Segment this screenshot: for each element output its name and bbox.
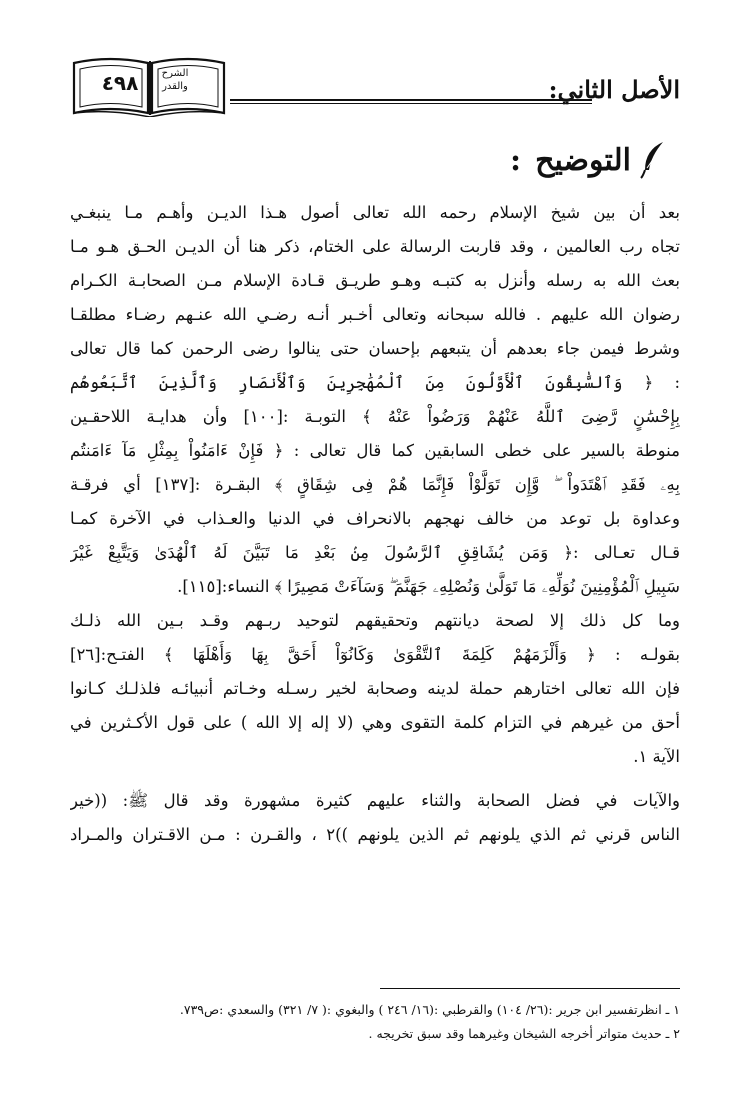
page-header (70, 55, 680, 125)
body-text (70, 196, 680, 852)
section-title: التوضيح (535, 142, 631, 178)
body-line: بقولـه : ﴿ وَأَلْزَمَهُمْ كَلِمَةَ ٱلتَّقْوَىٰ وَكَانُوٓاْ أَحَقَّ بِهَا وَأَهْلَهَا ﴾ الفتـح:[٢٦] (70, 645, 680, 664)
body-line: والآيات في فضل الصحابة والثناء عليهم كثيرة مشهورة وقد قال ﷺ: ((خير (70, 791, 680, 810)
body-line: سَبِيلِ ٱلْمُؤْمِنِينَ نُوَلِّهِۦ مَا تَوَلَّىٰ وَنُصْلِهِۦ جَهَنَّمَ ۖ وَسَآءَتْ مَصِيرًا ﴾ النساء:[١١٥]. (177, 577, 680, 596)
body-line: وعداوة بل توعد من خالف نهجهم بالانحراف في الدنيا والعـذاب في الآخرة كمـا (70, 509, 680, 528)
body-line: الآية ١. (633, 747, 680, 766)
footnote: ٢ ـ حديث متواتر أخرجه الشيخان وغيرهما وقد سبق تخريجه . (368, 1026, 680, 1041)
book-label (152, 67, 198, 93)
body-line: منوطة بالسير على خطى السابقين كما قال تعالى : ﴿ فَإِنْ ءَامَنُواْ بِمِثْلِ مَآ ءَامَنتُم (70, 441, 680, 460)
footnote: ١ ـ انظرتفسير ابن جرير :(٢٦/ ١٠٤) والقرطبي :(١٦/ ٢٤٦ ) والبغوي :( ٧/ ٣٢١) والسعدي :ص٧٣٩. (179, 1002, 680, 1017)
page-number: ٤٩٨ (101, 71, 139, 95)
body-line: الناس قرني ثم الذي يلونهم ثم الذين يلونهم ))٢ ، والقـرن : مـن الاقـتران والمـراد (70, 825, 680, 844)
body-line: : ﴿ وَٱلسَّٰبِقُونَ ٱلْأَوَّلُونَ مِنَ ٱلْمُهَٰجِرِينَ وَٱلْأَنصَارِ وَٱلَّذِينَ ٱتَّبَعُوهُم (70, 373, 680, 392)
body-line: قـال تعـالى :﴿ وَمَن يُشَاقِقِ ٱلرَّسُولَ مِنۢ بَعْدِ مَا تَبَيَّنَ لَهُ ٱلْهُدَىٰ وَيَتَّبِعْ غَيْرَ (70, 543, 680, 562)
body-line: تجاه رب العالمين ، وقد قاربت الرسالة على الختام، ذكر هنا أن الديـن الحـق هـو مـا (70, 237, 680, 256)
body-line: بِإِحْسَٰنٍ رَّضِىَ ٱللَّهُ عَنْهُمْ وَرَضُواْ عَنْهُ ﴾ التوبـة :[١٠٠] وأن هدايـة اللاحقـين (70, 407, 680, 426)
footnote-rule (380, 988, 680, 989)
body-line: بعد أن بين شيخ الإسلام رحمه الله تعالى أصول هـذا الديـن وأهـم مـا ينبغـي (70, 203, 680, 222)
body-line: فإن الله تعالى اختارهم حملة لدينه وصحابة لخير رسـله وخـاتم أنبيائـه فلذلـك كـانوا (70, 679, 680, 698)
body-line: وما كل ذلك إلا لصحة ديانتهم وتحقيقهم لتوحيد ربـهم وقـد بـين الله ذلـك (70, 611, 680, 630)
body-line: وشرط فيمن جاء بعدهم أن يتبعهم بإحسان حتى ينالوا رضى الرحمن كما قال تعالى (70, 339, 680, 358)
body-line: رضوان الله عليهم . فالله سبحانه وتعالى أخـبر أنـه رضـي الله عنـهم رضـاء مطلقـا (70, 305, 680, 324)
body-line: بعث الله به رسله وأنزل به كتبـه وهـو طريـق قـادة الإسلام مـن الصحابـة الكـرام (70, 271, 680, 290)
body-line: بِهِۦ فَقَدِ ٱهْتَدَواْ ۖ وَّإِن تَوَلَّوْاْ فَإِنَّمَا هُمْ فِى شِقَاقٍ ﴾ البقـرة :[١٣٧] أي فرقـة (70, 475, 680, 494)
header-rule (230, 99, 592, 104)
book-label-line-1: الشرح (161, 68, 189, 79)
body-line: أحق من غيرهم في التزام كلمة التقوى وهي (لا إله إلا الله ) على قول الأكـثرين في (70, 713, 680, 732)
section-colon: : (510, 142, 522, 178)
section-heading (510, 140, 667, 180)
quill-icon (639, 140, 667, 180)
footnotes (70, 998, 680, 1046)
paragraph-gap (70, 774, 680, 784)
chapter-title: الأصل الثاني: (548, 75, 680, 104)
book-label-line-2: والقدر (162, 81, 188, 92)
